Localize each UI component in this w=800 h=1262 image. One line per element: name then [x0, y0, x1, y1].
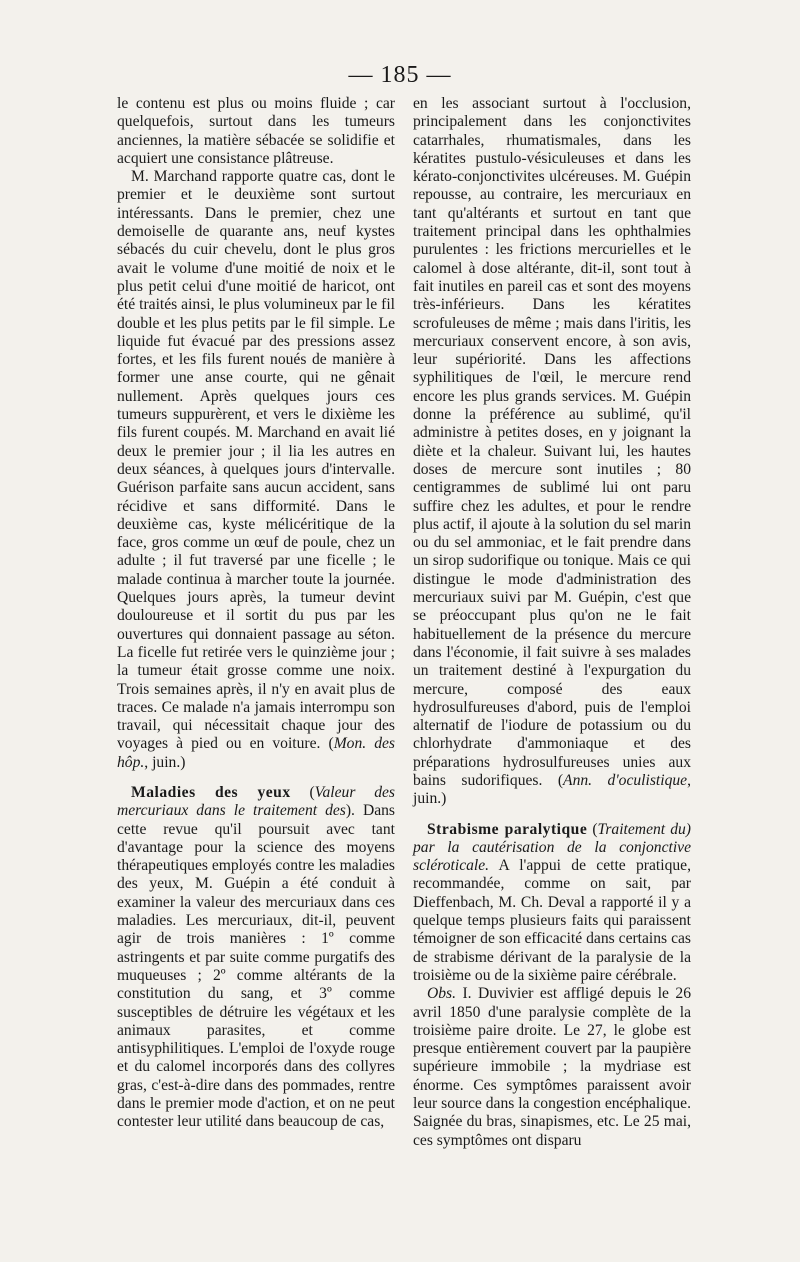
section-subtitle: Traitement du) par la cautérisation de la conjonctive scléroticale. — [413, 820, 691, 875]
section-heading: Maladies des yeux — [131, 783, 291, 801]
section-body: Dans cette revue qu'il poursuit avec tant d'avantage pour la science des moyens thérapeutiques employés contre les maladies des yeux, M. Guépin a été conduit à examiner la valeur des mercuriaux dans ces maladies. Les mercuriaux, dit-il, peuvent agir de trois manières : 1º comme astringents et par suite comme purgatifs des muqueuses ; 2º comme altérants de la constitution du sang, et 3º comme susceptibles de détruire les végétaux et les animaux parasites, et comme antisyphilitiques. L'emploi de l'oxyde rouge et du calomel incorporés dans des collyres gras, c'est-à-dire dans des pommades, rentre dans le premier mode d'action, et on ne peut contester leur utilité dans beaucoup de cas, — [117, 802, 395, 1131]
paragraph: le contenu est plus ou moins fluide ; car quelquefois, surtout dans les tumeurs anciennes, la matière sébacée se solidifie et acquiert une consistance plâtreuse. — [117, 95, 395, 167]
paren-close: ). — [345, 802, 355, 820]
paren-open: ( — [587, 820, 598, 838]
observation-label: Obs. — [427, 985, 457, 1003]
source-citation: Mon. des hôp. — [117, 735, 395, 771]
page-number: — 185 — — [348, 62, 452, 88]
paren-open: ( — [290, 783, 315, 801]
paragraph-text: en les associant surtout à l'occlusion, principalement dans les conjonctivites catarrhales, rhumatismales, dans les kératites pustulo-vésiculeuses et dans les kérato-conjonctivites ulcéreuses. M. Guépin repousse, au contraire, les mercuriaux en tant qu'altérants et surtout en tant que traitement principal dans les ophthalmies purulentes : les frictions mercurielles et le calomel à dose altérante, dit-il, sont tout à fait inutiles en pareil cas et sont des moyens très-inférieurs. Dans les kératites scrofuleuses de même ; mais dans l'iritis, les mercuriaux conservent encore, à son avis, leur supériorité. Dans les affections syphilitiques de l'œil, le mercure rend encore les plus grands services. M. Guépin donne la préférence au sublimé, qu'il administre à petites doses, en y joignant la diète et la chaleur. Suivant lui, les hautes doses de mercure sont inutiles ; 80 centigrammes de sublimé lui ont paru suffire chez les adultes, et pour le rendre plus actif, il ajoute à la solution du sel marin ou du sel ammoniac, et le fait prendre dans un sirop sudorifique ou tonique. Mais ce qui distingue le mode d'administration des mercuriaux suivi par M. Guépin, c'est que se préoccupant plus qu'on ne le fait habituellement de la présence du mercure dans l'économie, il fait suivre à ses malades un traitement destiné à l'expurgation du mercure, composé des eaux hydrosulfureuses d'abord, puis de l'emploi alternatif de l'iodure de potassium ou du chlorhydrate d'ammoniaque et des préparations hydrosulfureuses unies aux bains sudorifiques. ( — [413, 95, 691, 789]
section-maladies-des-yeux — [117, 784, 395, 1132]
source-citation: Ann. d'oculistique — [563, 771, 688, 789]
section-body: A l'appui de cette pratique, recommandée, comme on sait, par Dieffenbach, M. Ch. Deval a rapporté il y a quelque temps plusieurs faits qui paraissent témoigner de son efficacité dans certains cas de strabisme dérivant de la paralysie de la troisième ou de la sixième paire cérébrale. — [413, 857, 691, 984]
section-strabisme-paralytique — [413, 821, 691, 986]
section-subtitle: Valeur des mercuriaux dans le traitement des — [117, 783, 395, 820]
observation-paragraph — [413, 985, 691, 1150]
paragraph — [117, 168, 395, 772]
paragraph — [413, 95, 691, 809]
observation-body: I. Duvivier est affligé depuis le 26 avril 1850 d'une paralysie complète de la troisième paire droite. Le 27, le globe est presque entièrement couvert par la paupière supérieure immobile ; la mydriase est énorme. Ces symptômes paraissent avoir leur source dans la congestion encéphalique. Saignée du bras, sinapismes, etc. Le 25 mai, ces symptômes ont disparu — [413, 985, 691, 1149]
citation-end: , juin.) — [144, 753, 186, 771]
paragraph-text: M. Marchand rapporte quatre cas, dont le premier et le deuxième sont surtout intéressants. Dans le premier, chez une demoiselle de quarante ans, neuf kystes sébacés du cuir chevelu, dont le plus gros avait le volume d'une moitié de noix et le plus petit celui d'une moitié de haricot, ont été traités ainsi, le plus volumineux par le fil double et les plus petits par le fil simple. Le liquide fut évacué par des pressions assez fortes, et les fils furent noués de manière à former une anse courte, qui ne gênait nullement. Après quelques jours ces tumeurs suppurèrent, et vers le dixième les fils furent coupés. M. Marchand en avait lié deux le premier jour ; il lia les autres en deux séances, à quelques jours d'intervalle. Guérison parfaite sans aucun accident, sans récidive et sans difformité. Dans le deuxième cas, kyste mélicéritique de la face, gros comme un œuf de poule, chez un adulte ; il fut traversé par une ficelle ; le malade continua à marcher toute la journée. Quelques jours après, la tumeur devint douloureuse et il sortit du pus par les ouvertures qui donnaient passage au séton. La ficelle fut retirée vers le quinzième jour ; la tumeur était grosse comme une noix. Trois semaines après, il n'y en avait plus de traces. Ce malade n'a jamais interrompu son travail, qui nécessitait chaque jour des voyages à pied ou en voiture. ( — [117, 168, 395, 753]
section-heading: Strabisme paralytique — [427, 820, 588, 838]
citation-end: , juin.) — [413, 771, 691, 808]
left-column — [117, 95, 395, 1132]
right-column — [413, 95, 691, 1150]
